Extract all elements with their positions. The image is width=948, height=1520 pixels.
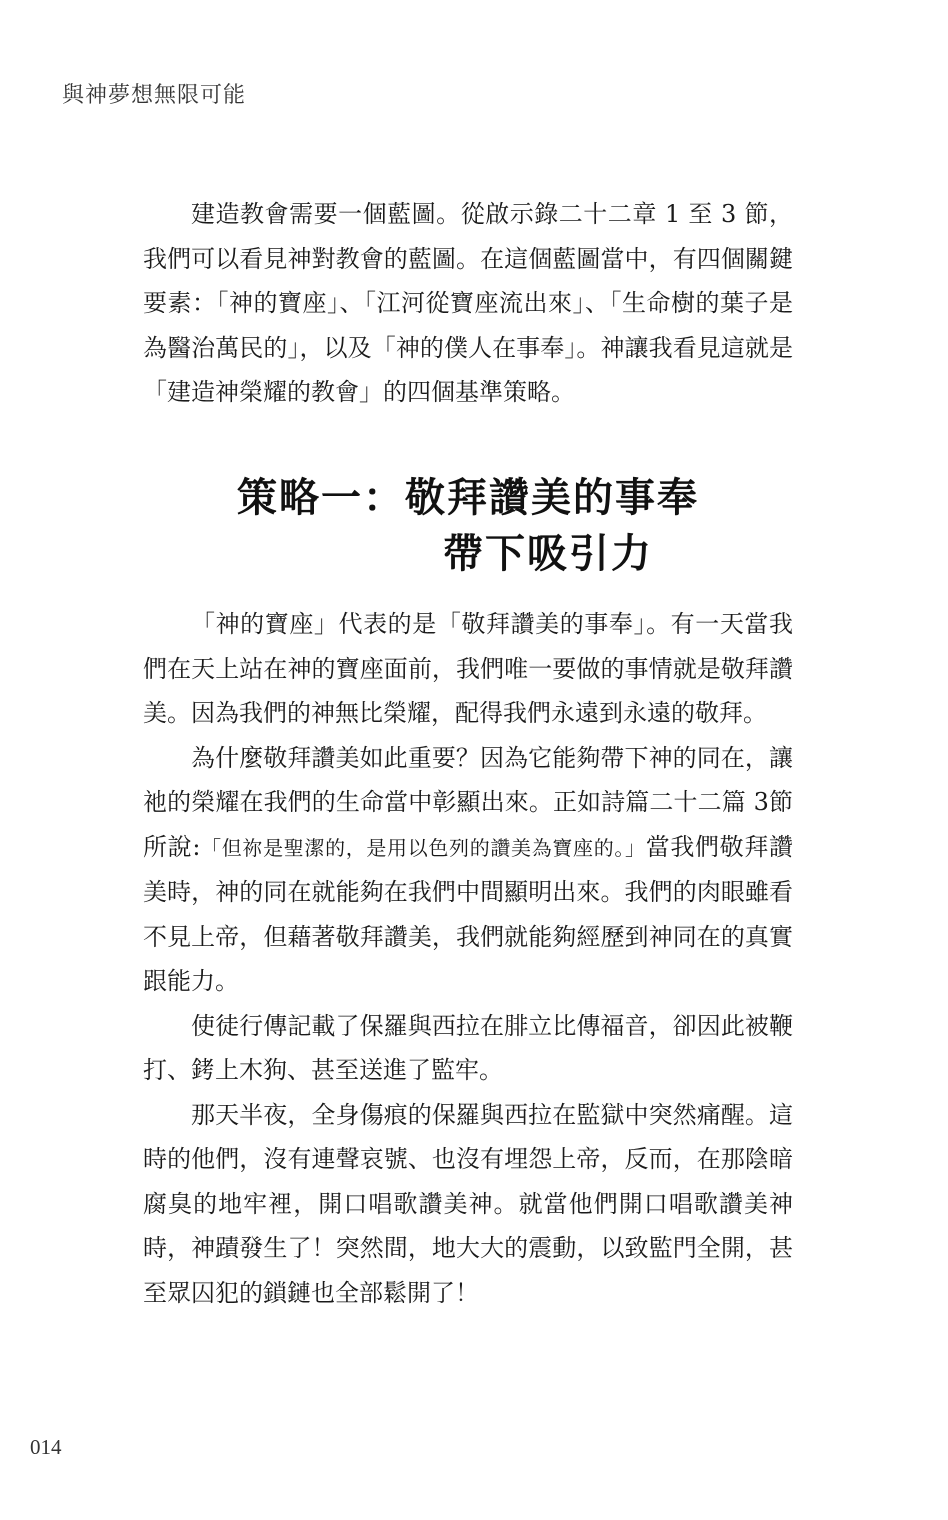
body-paragraph-4: 那天半夜，全身傷痕的保羅與西拉在監獄中突然痛醒。這時的他們，沒有連聲哀號、也沒有埋怨上帝，反而，在那陰暗腐臭的地牢裡，開口唱歌讚美神。就當他們開口唱歌讚美神時，神蹟發生了！突然間，地大大的震動，以致監門全開，甚至眾囚犯的鎖鏈也全部鬆開了！ (143, 1100, 793, 1307)
section-heading (143, 470, 793, 582)
running-header-book-title: 與神夢想無限可能 (62, 83, 247, 108)
intro-paragraph: 建造教會需要一個藍圖。從啟示錄二十二章 1 至 3 節，我們可以看見神對教會的藍圖。在這個藍圖當中，有四個關鍵要素：「神的寶座」、「江河從寶座流出來」、「生命樹的葉子是為醫治萬民的」，以及「神的僕人在事奉」。神讓我看見這就是「建造神榮耀的教會」的四個基準策略。 (143, 200, 793, 406)
body-paragraph-3: 使徒行傳記載了保羅與西拉在腓立比傳福音，卻因此被鞭打、銬上木狗、甚至送進了監牢。 (143, 1011, 793, 1084)
body-paragraph-1: 「神的寶座」代表的是「敬拜讚美的事奉」。有一天當我們在天上站在神的寶座面前，我們唯一要做的事情就是敬拜讚美。因為我們的神無比榮耀，配得我們永遠到永遠的敬拜。 (143, 610, 793, 727)
page-number: 014 (30, 1435, 62, 1459)
paragraph-2-tail: 當我們敬拜讚美時，神的同在就能夠在我們中間顯明出來。我們的肉眼雖看不見上帝，但藉著敬拜讚美，我們就能夠經歷到神同在的真實跟能力。 (143, 832, 794, 995)
section-heading-line1: 策略一：敬拜讚美的事奉 (237, 475, 699, 521)
paragraph-2-lead: 為什麼敬拜讚美如此重要？因為它能夠帶下神的同在，讓祂的榮耀在我們的生命當中彰顯出來。正如詩篇二十二篇 3節所說: (143, 743, 793, 861)
body-paragraph-2 (143, 736, 793, 1004)
body-section (143, 602, 793, 1315)
section-heading-line2: 帶下吸引力 (443, 531, 653, 577)
intro-section (143, 192, 793, 415)
scripture-quote: 「但祢是聖潔的，是用以色列的讚美為寶座的。」 (200, 835, 646, 860)
